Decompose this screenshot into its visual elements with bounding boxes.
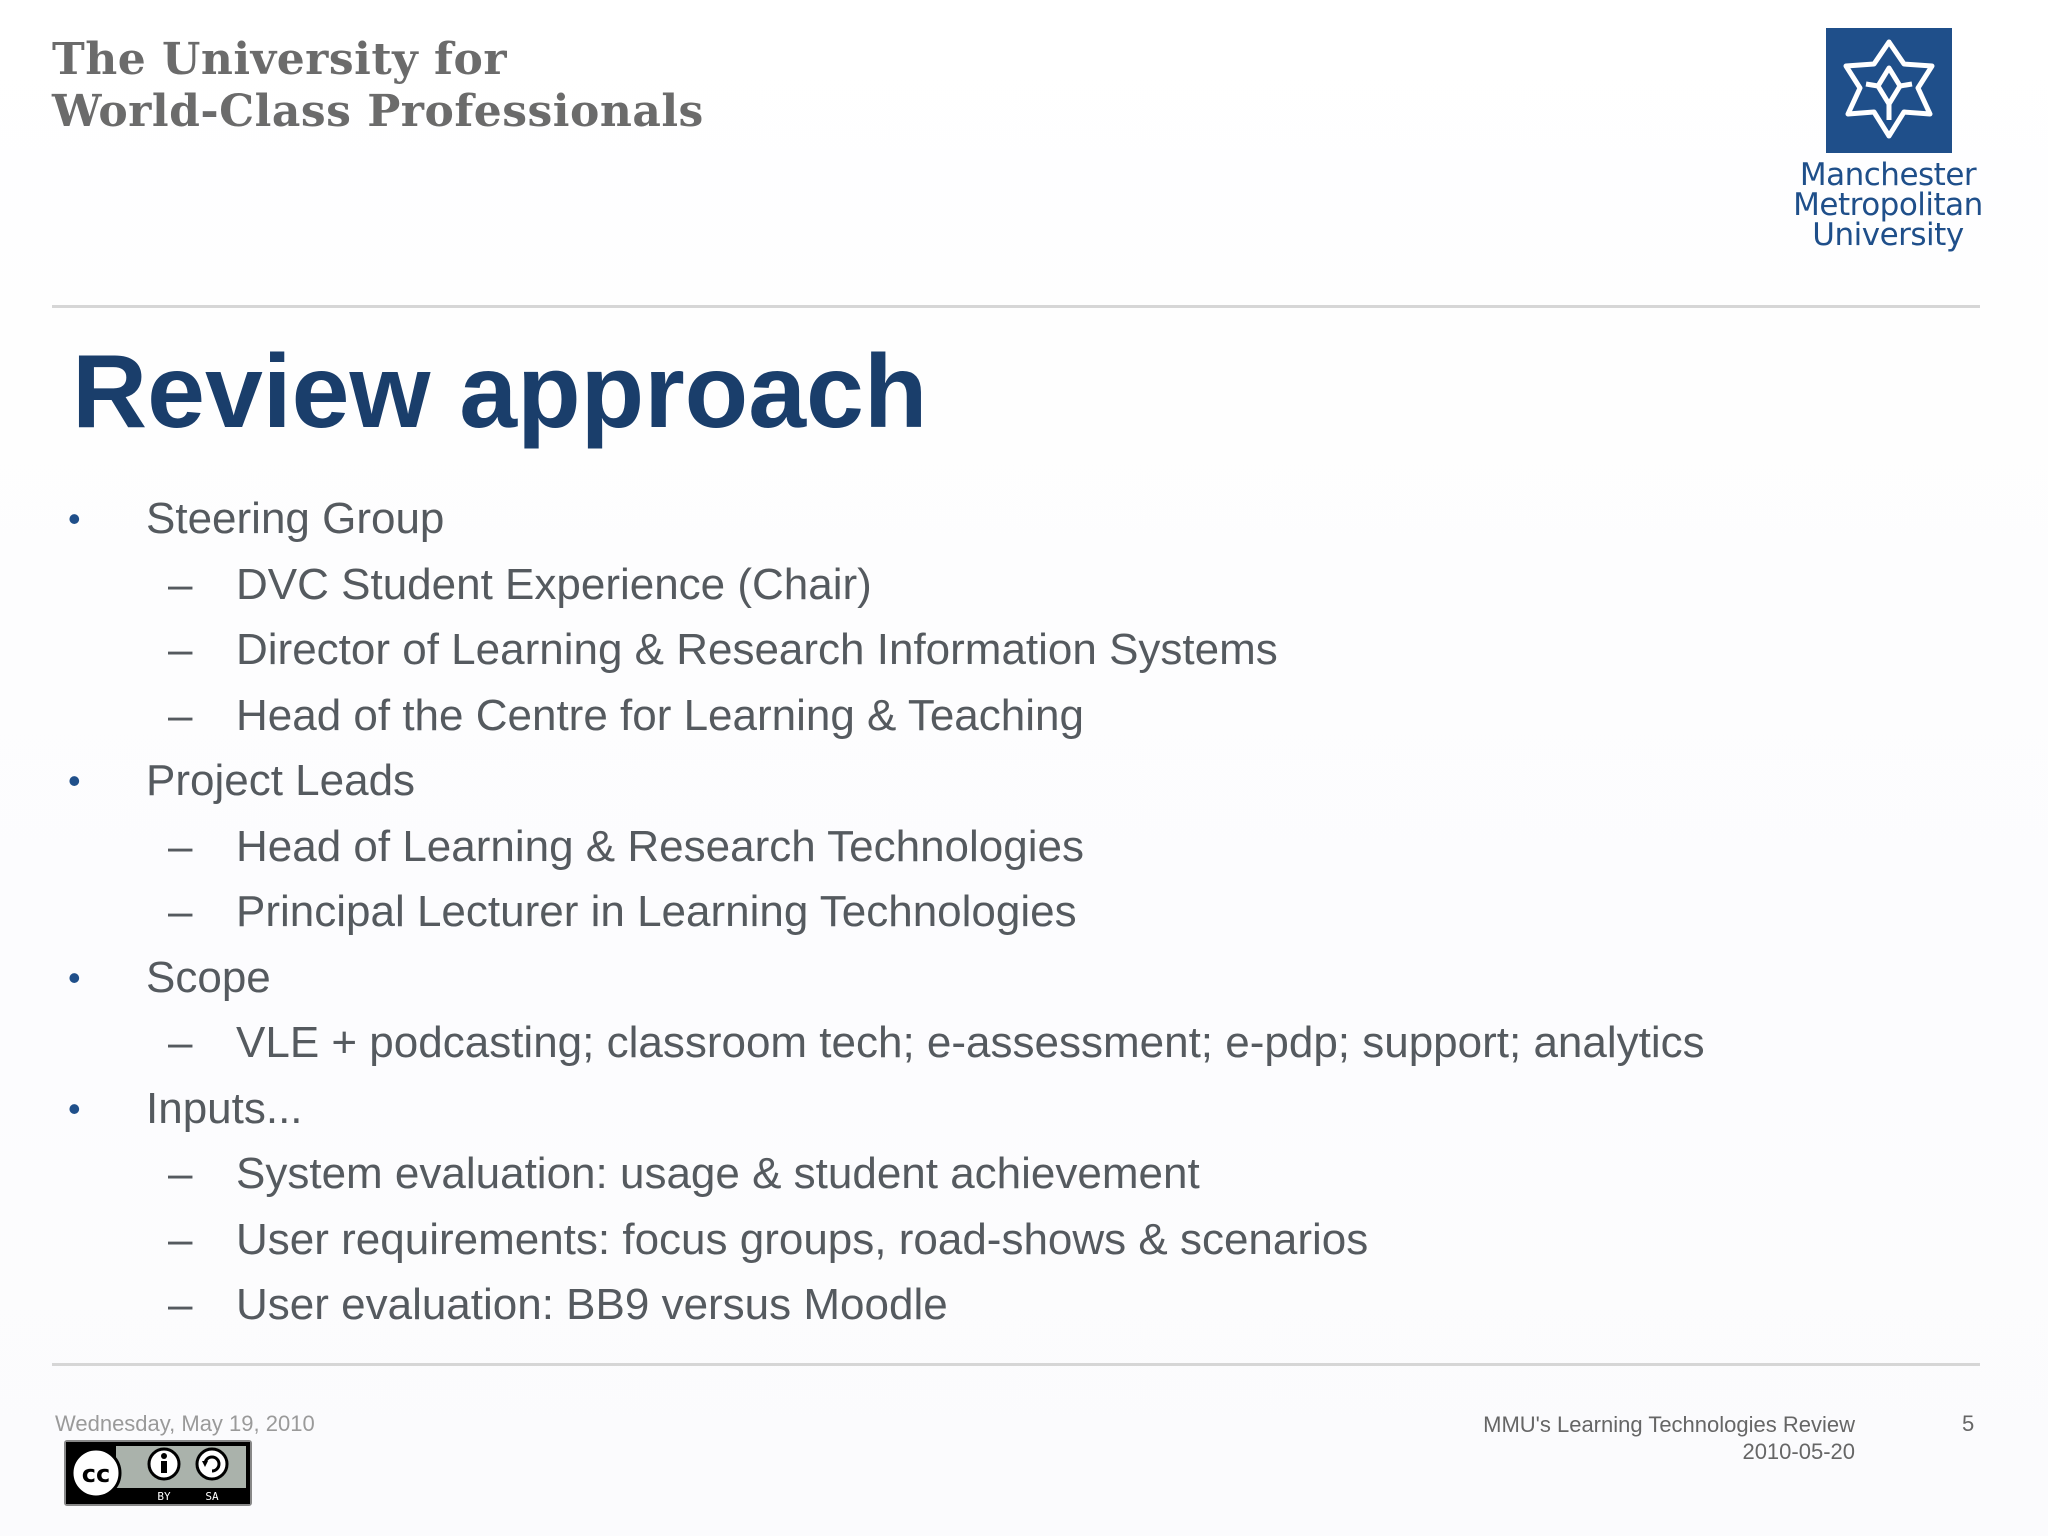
bullet-item	[62, 947, 1962, 1013]
tagline-line-1: The University for	[52, 34, 508, 85]
sub-bullet-text: User requirements: focus groups, road-shows & scenarios	[236, 1214, 1369, 1264]
creative-commons-license-icon[interactable]	[64, 1440, 252, 1506]
bullet-list	[62, 488, 1962, 1340]
tagline-line-2: World-Class Professionals	[52, 86, 704, 137]
header-divider	[52, 305, 1980, 308]
sub-bullet-item	[62, 881, 1962, 947]
dash-icon: –	[168, 887, 193, 936]
page-number: 5	[1962, 1411, 1975, 1436]
bullet-dot-icon: •	[68, 498, 81, 539]
sub-bullet-text: User evaluation: BB9 versus Moodle	[236, 1280, 948, 1329]
sub-bullet-item	[62, 685, 1962, 751]
sub-bullet-item	[62, 1012, 1962, 1078]
bullet-text: Steering Group	[146, 494, 445, 543]
bullet-text: Inputs...	[146, 1083, 303, 1133]
sub-bullet-text: Head of the Centre for Learning & Teaching	[236, 690, 1084, 740]
footer-date: Wednesday, May 19, 2010	[55, 1411, 315, 1436]
sub-bullet-item	[62, 1209, 1962, 1275]
dash-icon: –	[168, 821, 193, 871]
sub-bullet-item	[62, 1274, 1962, 1340]
sub-bullet-text: DVC Student Experience (Chair)	[236, 559, 872, 609]
mmu-logo	[1790, 28, 1986, 264]
logo-text-line-2: Metropolitan	[1793, 187, 1983, 223]
license-sa-label: SA	[205, 1490, 219, 1503]
dash-icon: –	[168, 690, 193, 740]
svg-text:cc: cc	[81, 1460, 111, 1488]
footer-divider	[52, 1363, 1980, 1366]
mmu-logo-emblem-icon	[1826, 28, 1952, 153]
bullet-item	[62, 1078, 1962, 1144]
license-by-label: BY	[157, 1490, 171, 1503]
dash-icon: –	[168, 625, 193, 674]
bullet-text: Scope	[146, 952, 271, 1002]
bullet-item	[62, 750, 1962, 816]
dash-icon: –	[168, 1280, 193, 1329]
slide-title: Review approach	[72, 334, 928, 450]
sub-bullet-text: System evaluation: usage & student achievement	[236, 1149, 1200, 1198]
footer-presentation-info	[1483, 1411, 1855, 1465]
sub-bullet-text: Principal Lecturer in Learning Technologies	[236, 887, 1077, 936]
university-tagline	[52, 34, 752, 138]
sub-bullet-text: Director of Learning & Research Information Systems	[236, 625, 1278, 674]
logo-text-line-3: University	[1812, 217, 1964, 253]
sub-bullet-text: Head of Learning & Research Technologies	[236, 821, 1084, 871]
sub-bullet-item	[62, 554, 1962, 620]
sub-bullet-item	[62, 816, 1962, 882]
dash-icon: –	[168, 559, 193, 609]
bullet-dot-icon: •	[68, 1087, 81, 1129]
bullet-item	[62, 488, 1962, 554]
bullet-text: Project Leads	[146, 756, 416, 805]
bullet-dot-icon: •	[68, 760, 81, 801]
dash-icon: –	[168, 1018, 193, 1067]
footer-presentation-date: 2010-05-20	[1742, 1439, 1855, 1464]
sub-bullet-item	[62, 1143, 1962, 1209]
sub-bullet-item	[62, 619, 1962, 685]
sub-bullet-text: VLE + podcasting; classroom tech; e-assessment; e-pdp; support; analytics	[236, 1018, 1705, 1067]
bullet-dot-icon: •	[68, 956, 81, 998]
dash-icon: –	[168, 1214, 193, 1264]
dash-icon: –	[168, 1149, 193, 1198]
logo-text-line-1: Manchester	[1799, 157, 1977, 193]
footer-presentation-title: MMU's Learning Technologies Review	[1483, 1412, 1855, 1437]
mmu-logo-wordmark	[1790, 157, 1986, 253]
